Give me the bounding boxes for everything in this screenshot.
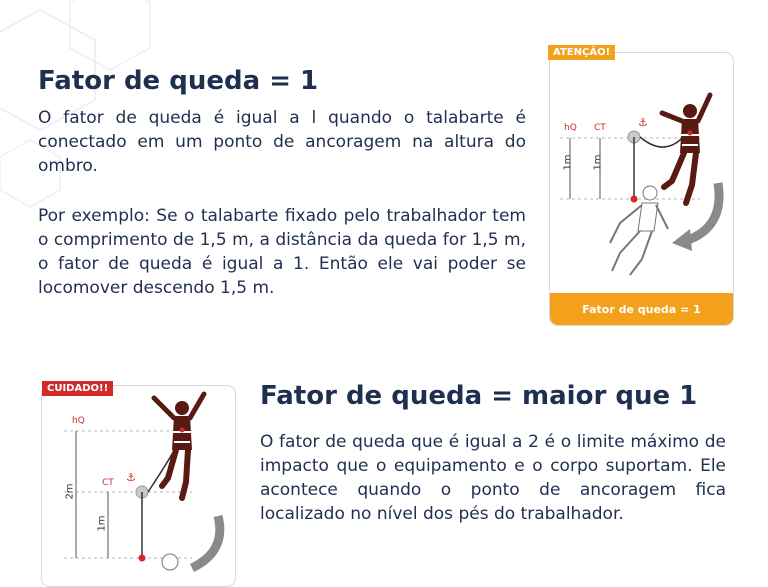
label-1m-2: 1m	[96, 515, 108, 532]
label-1m-ct: 1m	[592, 154, 604, 171]
label-1m-hq: 1m	[562, 154, 574, 171]
section-2-paragraph: O fator de queda que é igual a 2 é o limite máximo de impacto que o equipamento e o corpo suportam. Ele acontece quando o ponto de ancoragem fica localizado no nível dos pés do trabalhador.	[260, 432, 726, 524]
label-hq-2: hQ	[72, 416, 85, 426]
label-ct-2: CT	[102, 478, 114, 488]
fall-factor-1-footer: Fator de queda = 1	[550, 293, 733, 325]
warning-tag: ATENÇÃO!	[548, 45, 615, 60]
label-2m: 2m	[64, 483, 76, 500]
label-hq: hQ	[564, 123, 577, 133]
section-1-title: Fator de queda = 1	[38, 66, 319, 96]
fall-factor-1-illustration	[550, 53, 733, 293]
fall-factor-greater-card	[41, 385, 236, 587]
fall-factor-1-card	[549, 52, 734, 326]
svg-text:⚓: ⚓	[638, 116, 648, 129]
svg-text:⚓: ⚓	[126, 471, 136, 484]
caution-tag: CUIDADO!!	[42, 381, 113, 396]
section-2-title: Fator de queda = maior que 1	[260, 381, 698, 411]
section-1-paragraph-2: Por exemplo: Se o talabarte fixado pelo trabalhador tem o comprimento de 1,5 m, a distância da queda for 1,5 m, o fator de queda é igual a 1. Então ele vai poder se locomover descendo 1,5 m.	[38, 206, 526, 298]
section-1-paragraph-1: O fator de queda é igual a l quando o talabarte é conectado em um ponto de ancoragem na altura do ombro.	[38, 108, 526, 176]
label-ct: CT	[594, 123, 606, 133]
